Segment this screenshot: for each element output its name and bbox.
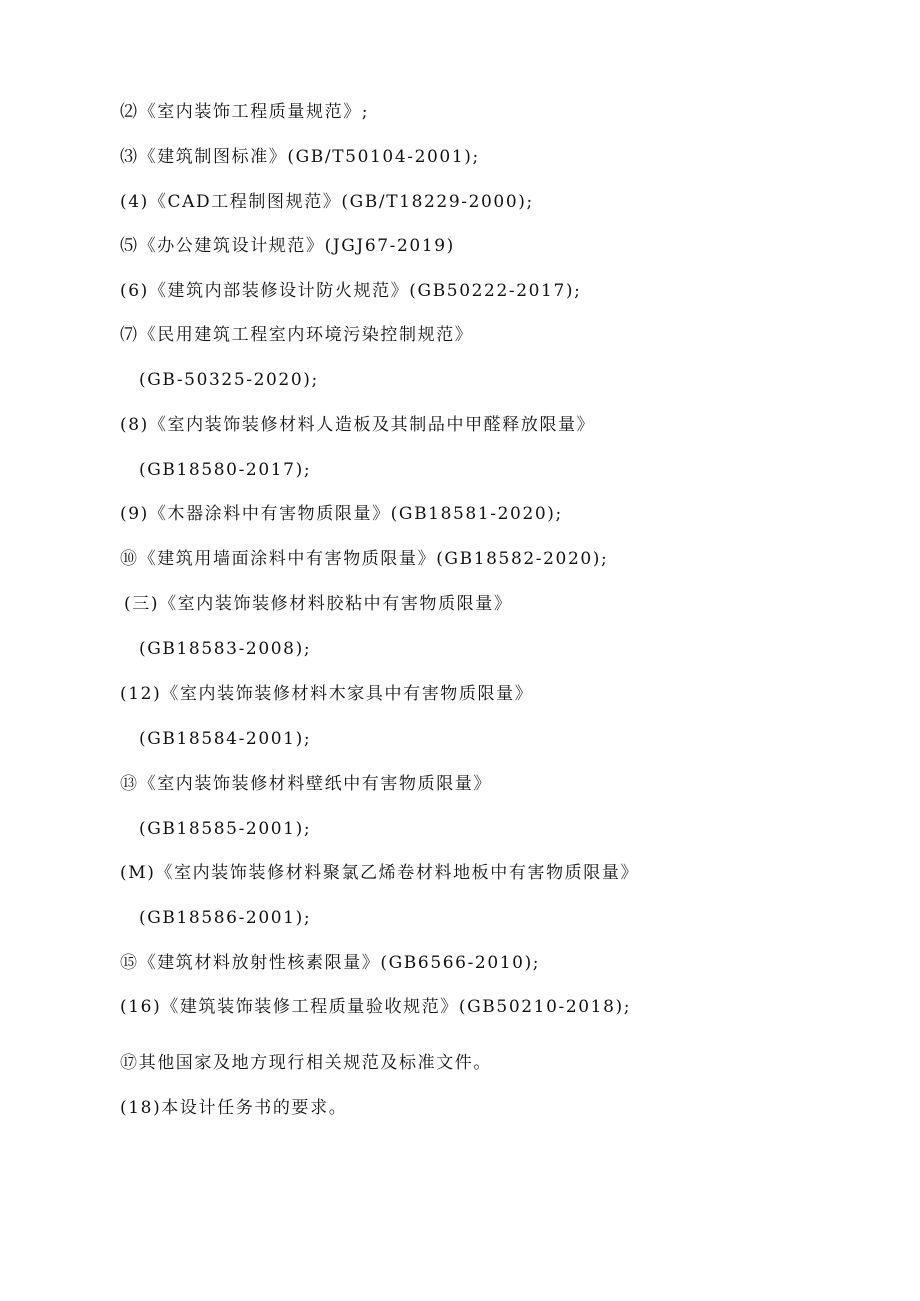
- reference-item-8: (8)《室内装饰装修材料人造板及其制品中甲醛释放限量》: [120, 415, 596, 435]
- reference-item-11-code: (GB18583-2008);: [139, 639, 312, 659]
- reference-item-16: (16)《建筑装饰装修工程质量验收规范》(GB50210-2018);: [120, 997, 632, 1017]
- reference-item-9: (9)《木器涂料中有害物质限量》(GB18581-2020);: [120, 504, 563, 524]
- reference-item-7-code: (GB-50325-2020);: [139, 370, 319, 390]
- reference-item-4: (4)《CAD工程制图规范》(GB/T18229-2000);: [120, 192, 534, 212]
- reference-item-2: ⑵《室内装饰工程质量规范》;: [120, 102, 370, 122]
- reference-item-13: ⑬《室内装饰装修材料壁纸中有害物质限量》: [120, 774, 492, 794]
- reference-item-14: (M)《室内装饰装修材料聚氯乙烯卷材料地板中有害物质限量》: [120, 863, 640, 883]
- reference-item-11: (三)《室内装饰装修材料胶粘中有害物质限量》: [124, 594, 513, 614]
- reference-item-15: ⑮《建筑材料放射性核素限量》(GB6566-2010);: [120, 953, 541, 973]
- reference-item-3: ⑶《建筑制图标准》(GB/T50104-2001);: [120, 147, 480, 167]
- reference-item-17: ⑰其他国家及地方现行相关规范及标准文件。: [120, 1053, 492, 1073]
- reference-item-7: ⑺《民用建筑工程室内环境污染控制规范》: [120, 325, 474, 345]
- reference-item-14-code: (GB18586-2001);: [139, 908, 312, 928]
- reference-item-12: (12)《室内装饰装修材料木家具中有害物质限量》: [120, 684, 534, 704]
- reference-item-8-code: (GB18580-2017);: [139, 460, 312, 480]
- reference-item-18: (18)本设计任务书的要求。: [120, 1098, 348, 1118]
- reference-item-5: ⑸《办公建筑设计规范》(JGJ67-2019): [120, 236, 455, 256]
- reference-item-13-code: (GB18585-2001);: [139, 819, 312, 839]
- reference-item-6: (6)《建筑内部装修设计防火规范》(GB50222-2017);: [120, 281, 582, 301]
- reference-item-12-code: (GB18584-2001);: [139, 729, 312, 749]
- reference-item-10: ⑩《建筑用墙面涂料中有害物质限量》(GB18582-2020);: [120, 549, 609, 569]
